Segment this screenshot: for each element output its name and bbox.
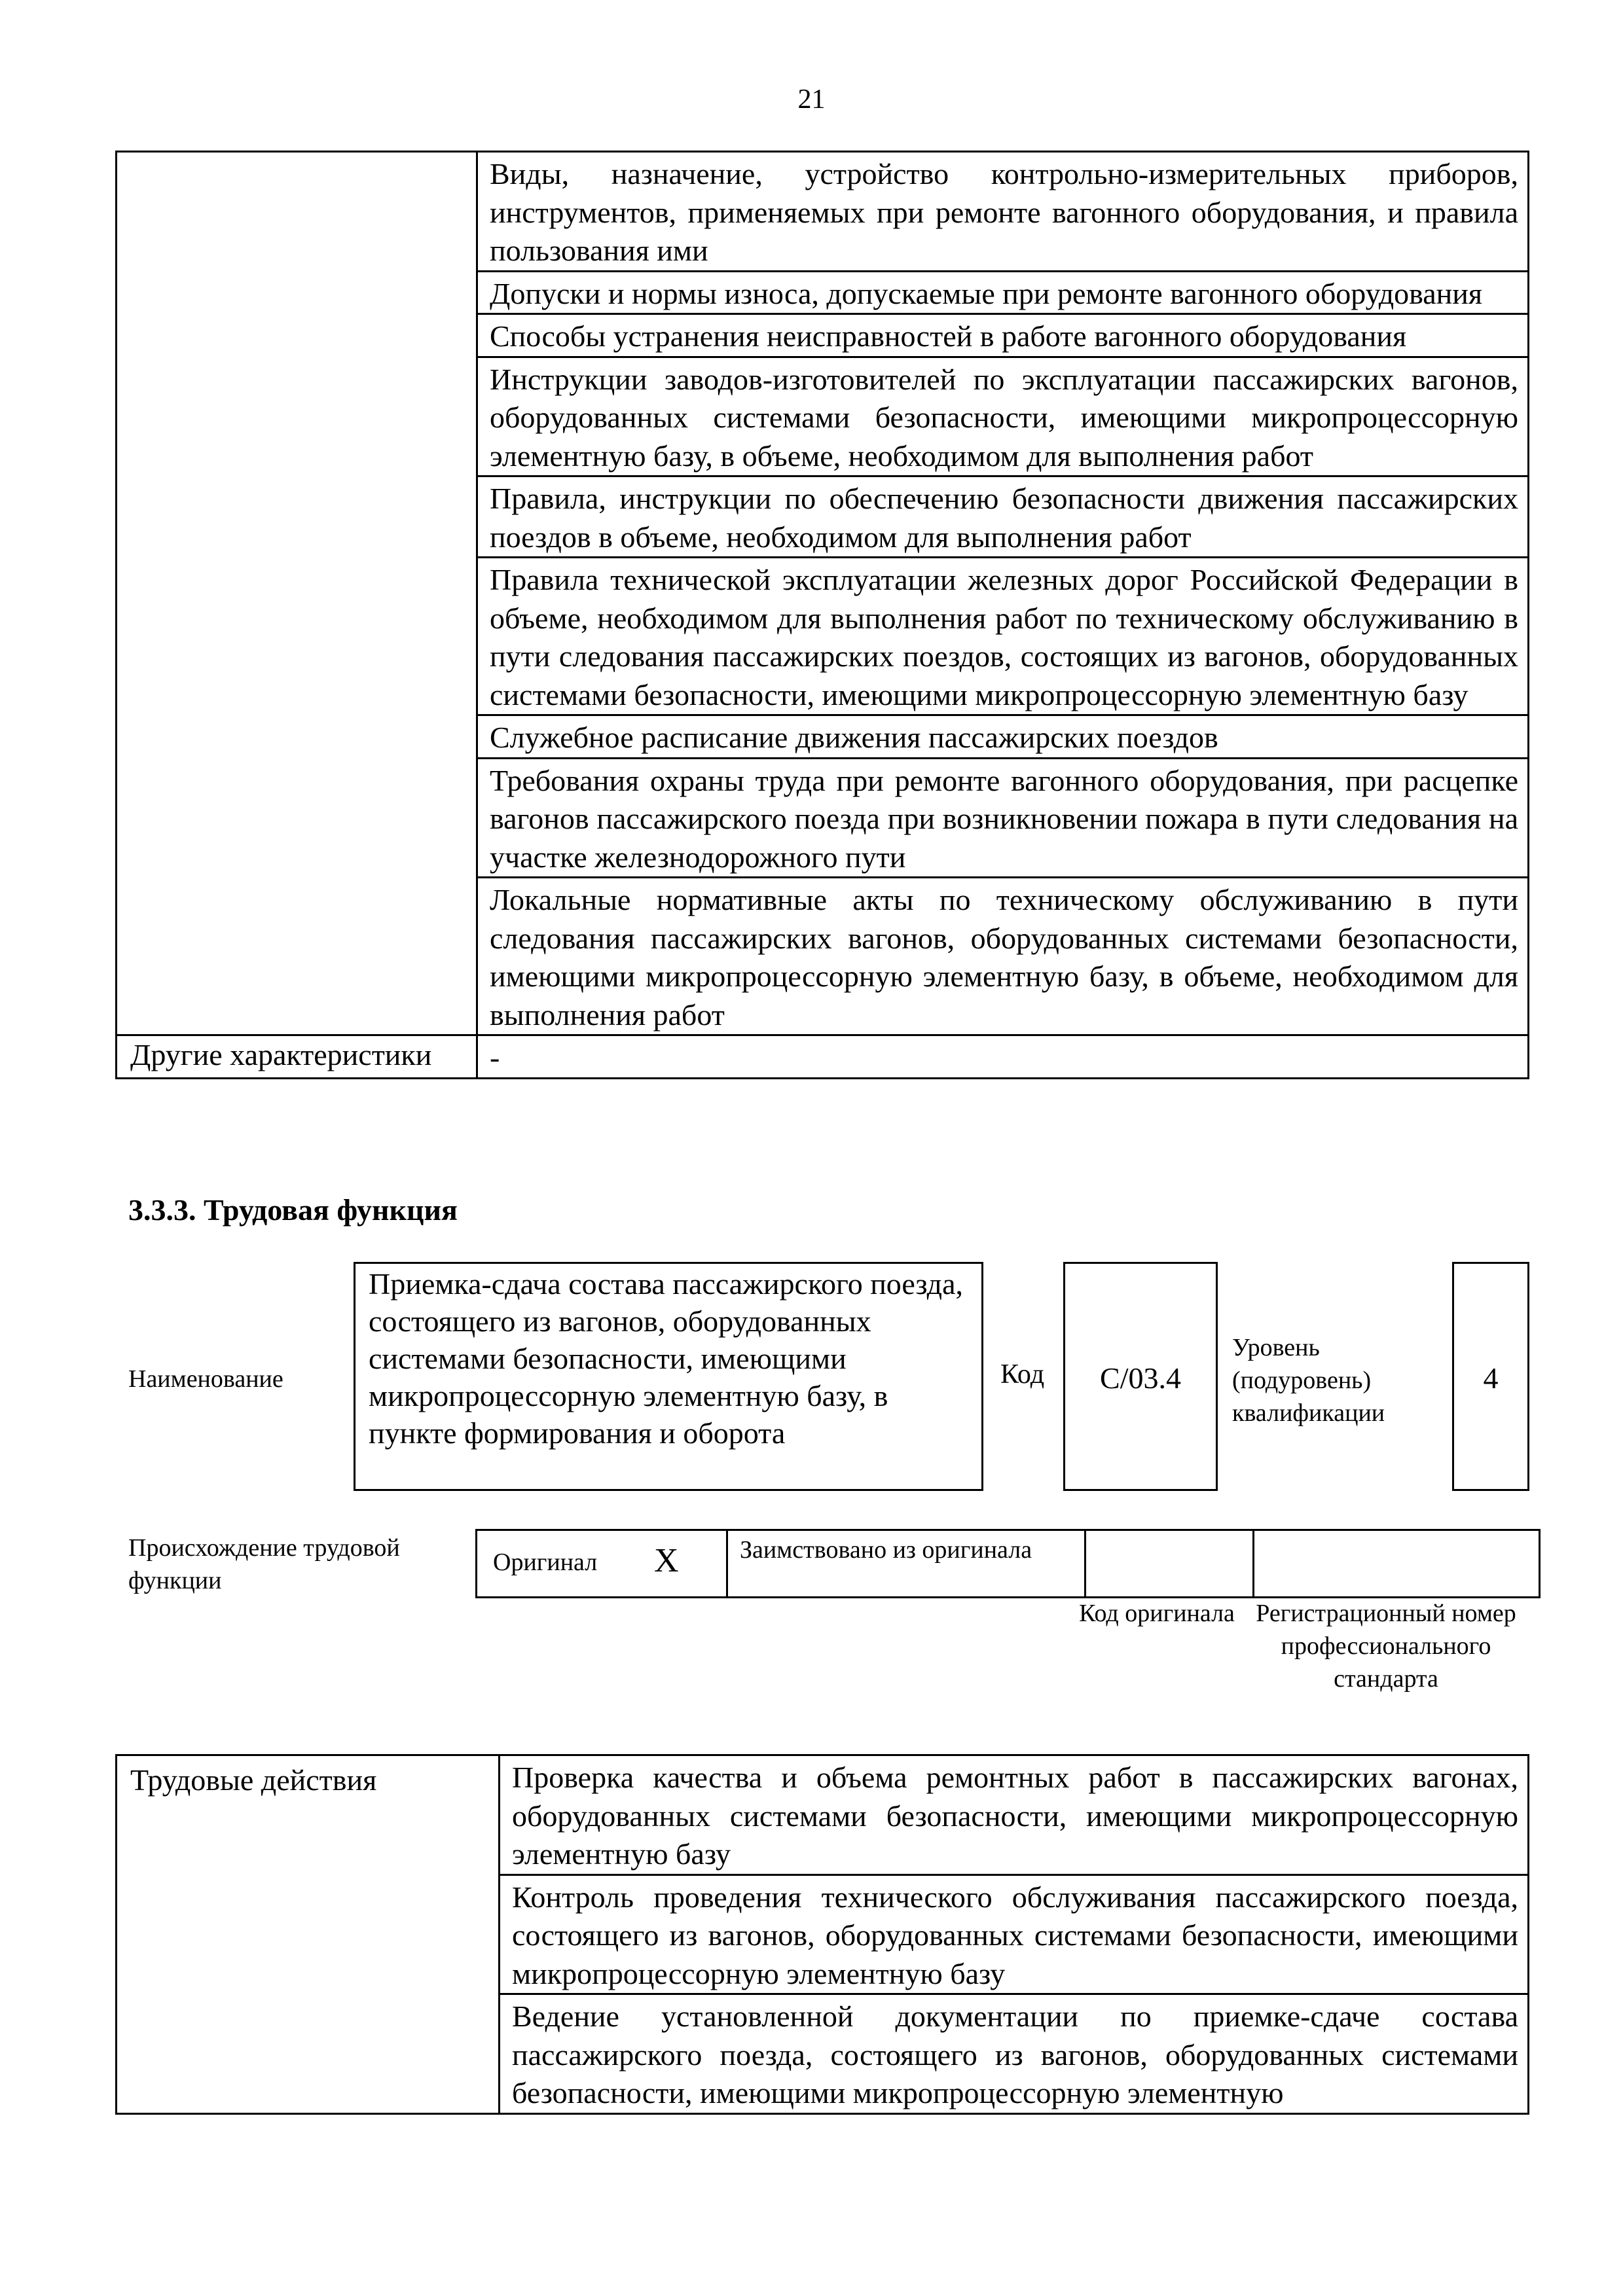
function-name-box: Приемка-сдача состава пассажирского поезда, состоящего из вагонов, оборудованных системами безопасности, имеющими микропроцессорную элементную базу, в пункте формирования и оборота <box>354 1262 983 1491</box>
original-cell <box>477 1530 727 1598</box>
labor-action-item: Ведение установленной документации по приемке-сдаче состава пассажирского поезда, состоящего из вагонов, оборудованных системами безопасности, имеющими микропроцессорную элементную <box>500 1994 1529 2114</box>
knowledge-item: Виды, назначение, устройство контрольно-измерительных приборов, инструментов, применяемых при ремонте вагонного оборудования, и правила пользования ими <box>477 152 1529 272</box>
name-label: Наименование <box>128 1365 283 1393</box>
original-label: Оригинал <box>493 1549 598 1576</box>
knowledge-item: Служебное расписание движения пассажирских поездов <box>477 715 1529 759</box>
page-number: 21 <box>797 84 826 115</box>
knowledge-label-cell <box>117 152 477 1035</box>
qualification-level-box: 4 <box>1452 1262 1529 1491</box>
registration-number-cell <box>1254 1530 1540 1598</box>
knowledge-table <box>115 151 1529 1079</box>
labor-actions-label: Трудовые действия <box>117 1755 500 2114</box>
knowledge-item: Допуски и нормы износа, допускаемые при ремонте вагонного оборудования <box>477 271 1529 314</box>
original-code-caption: Код оригинала <box>1079 1600 1235 1627</box>
original-mark: X <box>654 1542 679 1579</box>
table-row <box>117 152 1529 272</box>
table-row <box>117 1035 1529 1079</box>
registration-number-caption: Регистрационный номер профессионального стандарта <box>1256 1600 1516 1693</box>
labor-action-item: Контроль проведения технического обслуживания пассажирского поезда, состоящего из вагонов, оборудованных системами безопасности, имеющими микропроцессорную элементную базу <box>500 1874 1529 1994</box>
origin-label: Происхождение трудовой функции <box>128 1534 400 1594</box>
knowledge-item: Локальные нормативные акты по техническому обслуживанию в пути следования пассажирских вагонов, оборудованных системами безопасности, имеющими микропроцессорную элементную базу, в объеме, необходимом для выполнения работ <box>477 878 1529 1035</box>
origin-table <box>475 1529 1541 1598</box>
qualification-level-label: Уровень (подуровень) квалификации <box>1232 1334 1385 1427</box>
code-value-box: C/03.4 <box>1063 1262 1218 1491</box>
knowledge-item: Требования охраны труда при ремонте вагонного оборудования, при расцепке вагонов пассажирского поезда при возникновении пожара в пути следования на участке железнодорожного пути <box>477 758 1529 878</box>
knowledge-item: Правила технической эксплуатации железных дорог Российской Федерации в объеме, необходимом для выполнения работ по техническому обслуживанию в пути следования пассажирских поездов, состоящих из вагонов, оборудованных системами безопасности, имеющими микропроцессорную элементную базу <box>477 558 1529 715</box>
code-label: Код <box>1000 1359 1045 1390</box>
table-row <box>477 1530 1540 1598</box>
knowledge-item: Инструкции заводов-изготовителей по эксплуатации пассажирских вагонов, оборудованных системами безопасности, имеющими микропроцессорную элементную базу, в объеме, необходимом для выполнения работ <box>477 357 1529 476</box>
knowledge-item: Способы устранения неисправностей в работе вагонного оборудования <box>477 314 1529 357</box>
other-characteristics-label: Другие характеристики <box>117 1035 477 1079</box>
other-characteristics-value: - <box>477 1035 1529 1079</box>
original-code-cell <box>1085 1530 1254 1598</box>
knowledge-item: Правила, инструкции по обеспечению безопасности движения пассажирских поездов в объеме, необходимом для выполнения работ <box>477 476 1529 558</box>
section-heading: 3.3.3. Трудовая функция <box>128 1193 458 1227</box>
table-row <box>117 1755 1529 1875</box>
labor-action-item: Проверка качества и объема ремонтных работ в пассажирских вагонах, оборудованных системами безопасности, имеющими микропроцессорную элементную базу <box>500 1755 1529 1875</box>
borrowed-label: Заимствовано из оригинала <box>727 1530 1085 1598</box>
labor-actions-table <box>115 1754 1529 2115</box>
